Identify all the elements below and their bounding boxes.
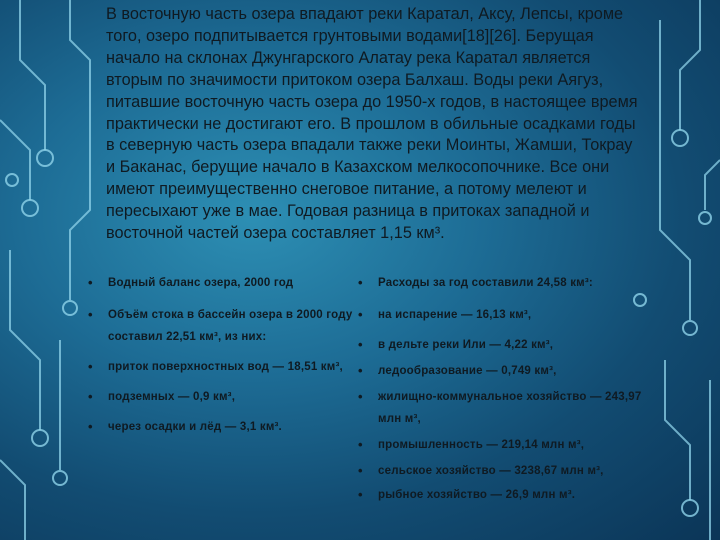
list-item <box>86 272 366 294</box>
list-item-text: Водный баланс озера, 2000 год <box>108 277 294 289</box>
water-inflow-list <box>86 272 366 438</box>
water-outflow-list <box>356 272 646 506</box>
list-item-text: рыбное хозяйство — 26,9 млн м³. <box>378 489 576 501</box>
list-item-text: Объём стока в бассейн озера в 2000 году составил 22,51 км³, из них: <box>108 309 353 343</box>
bullet-icon: • <box>88 389 93 404</box>
list-item <box>86 356 366 378</box>
bullet-icon: • <box>88 419 93 434</box>
bullet-icon: • <box>88 307 93 322</box>
list-item <box>86 416 366 438</box>
main-paragraph: В восточную часть озера впадают реки Каратал, Аксу, Лепсы, кроме того, озеро подпитывается грунтовыми водами[18][26]. Берущая начало на склонах Джунгарского Алатау река Каратал является вторым по значимости притоком озера Балхаш. Воды реки Аягуз, питавшие восточную часть озера до 1950-х годов, в настоящее время практически не достигают его. В прошлом в обильные осадками годы в северную часть озера впадали также реки Моинты, Жамши, Токрау и Баканас, берущие начало в Казахском мелкосопочнике. Все они имеют преимущественно снеговое питание, а потому мелеют и пересыхают уже в мае. Годовая разница в притоках западной и восточной частей озера составляет 1,15 км³. <box>106 5 638 243</box>
list-item <box>356 272 646 294</box>
bullet-icon: • <box>358 463 363 478</box>
bullet-icon: • <box>358 337 363 352</box>
list-item-text: Расходы за год составили 24,58 км³: <box>378 277 593 289</box>
list-item-text: подземных — 0,9 км³, <box>108 391 236 403</box>
bullet-icon: • <box>88 275 93 290</box>
list-item-text: на испарение — 16,13 км³, <box>378 309 532 321</box>
list-item <box>356 334 646 356</box>
list-item <box>356 460 646 482</box>
bullet-icon: • <box>358 307 363 322</box>
list-item <box>86 386 366 408</box>
list-item <box>86 304 366 348</box>
list-item-text: через осадки и лёд — 3,1 км³. <box>108 421 282 433</box>
bullet-icon: • <box>358 487 363 502</box>
list-item-text: в дельте реки Или — 4,22 км³, <box>378 339 554 351</box>
bullet-icon: • <box>358 363 363 378</box>
list-item <box>356 434 646 456</box>
bullet-icon: • <box>358 275 363 290</box>
list-item-text: промышленность — 219,14 млн м³, <box>378 439 585 451</box>
list-item-text: жилищно-коммунальное хозяйство — 243,97 млн м³, <box>378 391 642 425</box>
list-item <box>356 360 646 382</box>
list-item-text: сельское хозяйство — 3238,67 млн м³, <box>378 465 604 477</box>
list-item <box>356 386 646 430</box>
bullet-icon: • <box>88 359 93 374</box>
list-item-text: ледообразование — 0,749 км³, <box>378 365 557 377</box>
list-item-text: приток поверхностных вод — 18,51 км³, <box>108 361 343 373</box>
bullet-icon: • <box>358 389 363 404</box>
bullet-icon: • <box>358 437 363 452</box>
list-item <box>356 304 646 326</box>
list-item <box>356 484 646 506</box>
